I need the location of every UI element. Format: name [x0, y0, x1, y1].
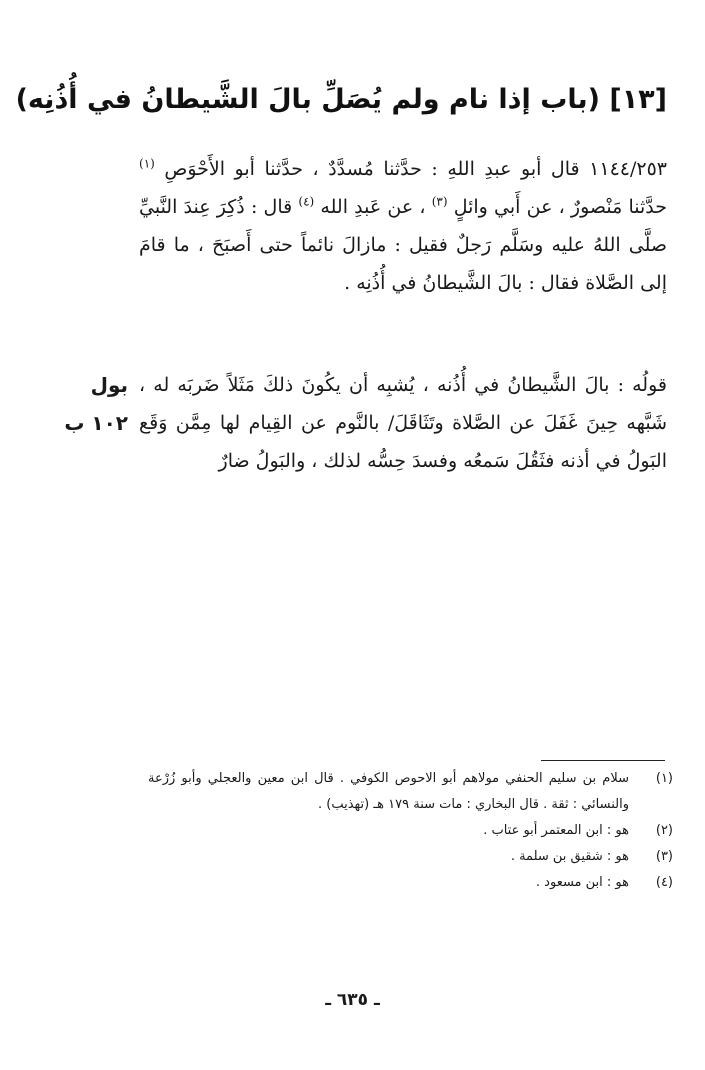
- margin-keyword: بول: [90, 373, 128, 397]
- footnote-number: (٤): [655, 875, 673, 890]
- margin-note: [48, 366, 128, 442]
- hadith-number: ١١٤٤/٢٥٣: [589, 158, 667, 180]
- footnote-text: هو : شقيق بن سلمة .: [510, 849, 629, 864]
- footnotes: [148, 766, 673, 896]
- footnote-text: سلام بن سليم الحنفي مولاهم أبو الاحوص الكوفي . قال ابن معين والعجلي وأبو زُرْعة والنسائي : ثقة . قال البخاري : مات سنة ١٧٩ هـ (تهذيب) .: [148, 771, 629, 812]
- footnote-4: [148, 870, 673, 896]
- footnote-ref-1: (١): [139, 156, 155, 171]
- footnote-2: [148, 818, 673, 844]
- footnote-divider: [541, 760, 665, 761]
- footnote-1: [148, 766, 673, 818]
- footnote-3: [148, 844, 673, 870]
- footnote-number: (٢): [655, 823, 673, 838]
- footnote-number: (٣): [655, 849, 673, 864]
- margin-folio: ١٠٢ ب: [64, 411, 128, 435]
- footnote-text: هو : ابن المعتمر أبو عتاب .: [483, 823, 629, 838]
- chapter-title: [١٣] (باب إذا نام ولم يُصَلِّ بالَ الشَّيطانُ في أُذُنِه): [15, 84, 667, 115]
- hadith-text-part-1: قال أبو عبدِ اللهِ : حدَّثنا مُسدَّدٌ ، حدَّثنا أبو الأَحْوَصِ: [164, 158, 580, 180]
- footnote-ref-4: (٤): [298, 194, 315, 209]
- commentary-paragraph: قولُه : بالَ الشَّيطانُ في أُذُنه ، يُشبِه أن يكُونَ ذلكَ مَثَلاً ضَربَه له ، شَبَّهه حِينَ غَفَلَ عن الصَّلاة وتَثَاقَلَ/ بالنَّوم عن القِيام لها مِمَّن وَقَع البَولُ في أذنه فثَقُلَ سَمعُه وفسدَ حِسُّه لذلك ، والبَولُ ضارٌ: [139, 374, 667, 472]
- footnote-number: (١): [655, 771, 673, 786]
- footnote-ref-3: (٣): [431, 194, 448, 209]
- hadith-text-part-4: قال : ذُكِرَ عِندَ النَّبيِّ صلَّى اللهُ عليه وسَلَّم رَجلٌ فقيل : مازالَ نائماً حتى أَصبَحَ ، ما قامَ إلى الصَّلاة فقال : بالَ الشَّيطانُ في أُذُنِه .: [139, 196, 667, 294]
- hadith-paragraph: [139, 150, 667, 302]
- hadith-text-part-3: ، عن عَبدِ الله: [320, 196, 426, 218]
- page-number: ـ ٦٣٥ ـ: [325, 990, 380, 1010]
- footnote-text: هو : ابن مسعود .: [535, 875, 629, 890]
- hadith-text-part-2: حدَّثنا مَنْصورٌ ، عن أَبي وائلٍ: [453, 196, 667, 218]
